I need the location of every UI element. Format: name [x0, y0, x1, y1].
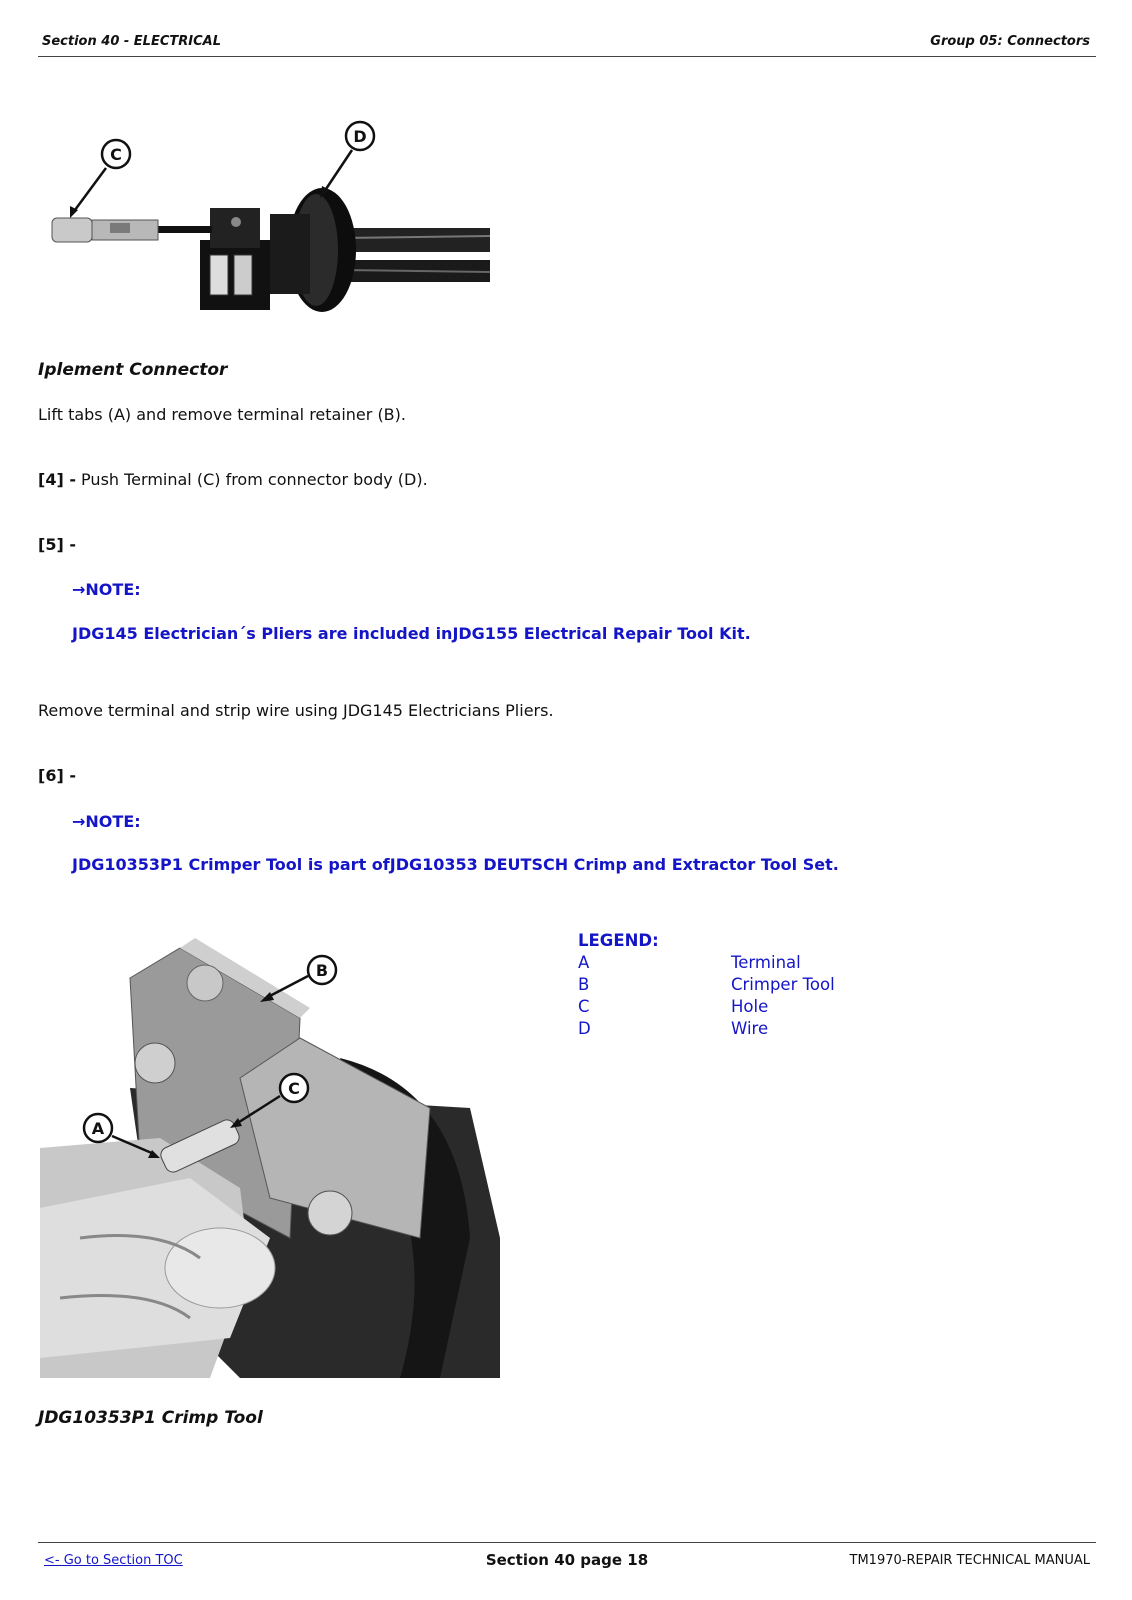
step-6-note-label: →NOTE:	[72, 812, 141, 831]
legend-row	[578, 952, 938, 974]
callout-c-label-2: C	[288, 1079, 300, 1098]
legend-row	[578, 996, 938, 1018]
figure1-caption: Iplement Connector	[38, 360, 228, 380]
step-6-note-text: JDG10353P1 Crimper Tool is part ofJDG10353 DEUTSCH Crimp and Extractor Tool Set.	[72, 855, 839, 874]
legend-value: Crimper Tool	[731, 975, 835, 994]
group-title: Group 05: Connectors	[930, 34, 1090, 49]
page-footer	[38, 1542, 1096, 1573]
step-4-number: [4] -	[38, 470, 76, 489]
step-5-instruction: Remove terminal and strip wire using JDG145 Electricians Pliers.	[38, 701, 554, 720]
legend-value: Wire	[731, 1019, 769, 1038]
callout-b-label: B	[315, 961, 329, 980]
legend-key: D	[578, 1019, 591, 1038]
go-to-section-toc-link[interactable]: <- Go to Section TOC	[44, 1553, 183, 1568]
callout-d-label: D	[353, 127, 367, 146]
connector-figure	[40, 110, 500, 330]
step-5-note-label: →NOTE:	[72, 580, 141, 599]
callout-a-label: A	[91, 1119, 105, 1138]
manual-title: TM1970-REPAIR TECHNICAL MANUAL	[849, 1553, 1090, 1568]
legend-value: Hole	[731, 997, 769, 1016]
legend-title: LEGEND:	[578, 931, 659, 950]
crimp-tool-figure	[40, 938, 500, 1378]
step-6-number: [6] -	[38, 766, 76, 785]
legend	[578, 931, 938, 1040]
legend-row	[578, 1018, 938, 1040]
step-4	[38, 470, 428, 489]
callout-c-label: C	[110, 145, 122, 164]
page-number: Section 40 page 18	[485, 1551, 649, 1569]
legend-key: B	[578, 975, 590, 994]
legend-key: C	[578, 997, 590, 1016]
legend-key: A	[578, 953, 590, 972]
instruction-lift-tabs: Lift tabs (A) and remove terminal retainer (B).	[38, 405, 406, 424]
page-header	[38, 32, 1096, 57]
legend-row	[578, 974, 938, 996]
figure2-caption: JDG10353P1 Crimp Tool	[38, 1408, 263, 1428]
connector-illustration	[40, 110, 500, 330]
legend-value: Terminal	[731, 953, 801, 972]
section-title: Section 40 - ELECTRICAL	[42, 34, 221, 49]
crimp-tool-illustration	[40, 938, 500, 1378]
step-4-text: Push Terminal (C) from connector body (D).	[75, 470, 428, 489]
step-5-note-text: JDG145 Electrician´s Pliers are included inJDG155 Electrical Repair Tool Kit.	[72, 624, 751, 643]
step-5-number: [5] -	[38, 535, 76, 554]
